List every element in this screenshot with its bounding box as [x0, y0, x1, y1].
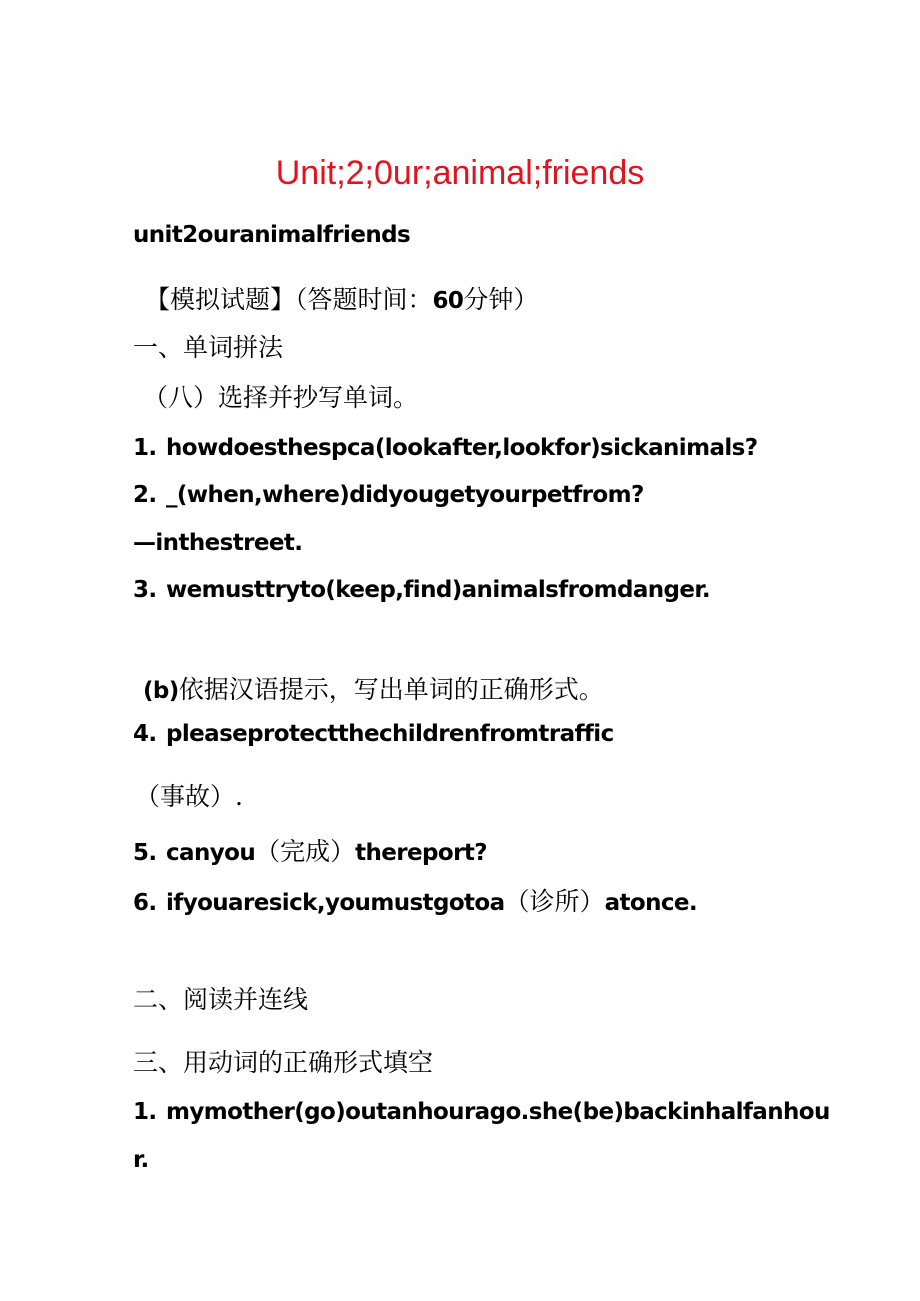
question-number: 2. [133, 482, 157, 508]
question-item [133, 721, 614, 747]
question-wrap-line: r. [133, 1147, 149, 1173]
question-continuation: （事故）. [135, 782, 243, 811]
chinese-hint: （完成） [255, 837, 356, 866]
document-subtitle: unit2ouranimalfriends [133, 222, 411, 248]
question-number: 6. [133, 890, 157, 916]
document-title: Unit;2;0ur;animal;friends [275, 154, 645, 192]
question-number: 4. [133, 721, 157, 747]
section1-heading: 一、单词拼法 [133, 333, 284, 362]
question-text: atonce. [604, 890, 698, 916]
answer-line: —inthestreet. [133, 530, 303, 556]
question-number: 1. [133, 435, 157, 461]
question-text: ifyouaresick,youmustgotoa [166, 890, 505, 916]
question-text: pleaseprotectthechildrenfromtraffic [166, 721, 614, 747]
exam-header [145, 280, 538, 316]
question-item [133, 882, 697, 918]
question-number: 3. [133, 577, 157, 603]
exam-header-suffix: 分钟） [463, 285, 539, 314]
partb-label: (b) [143, 678, 179, 704]
exam-header-prefix: 【模拟试题】（答题时间： [145, 285, 433, 314]
section3-heading: 三、用动词的正确形式填空 [133, 1048, 434, 1077]
question-text: howdoesthespca(lookafter,lookfor)sickanimals? [166, 435, 758, 461]
section1-partb-instruction [143, 670, 604, 706]
section2-heading: 二、阅读并连线 [133, 985, 309, 1014]
question-item [133, 435, 758, 461]
question-item [133, 832, 487, 868]
question-text: _(when,where)didyougetyourpetfrom? [166, 482, 644, 508]
question-text: thereport? [355, 840, 487, 866]
section1-parta-instruction: （八）选择并抄写单词。 [143, 383, 419, 412]
question-text: mymother(go)outanhourago.she(be)backinhalfanhou [166, 1099, 830, 1125]
partb-instruction-text: 依据汉语提示，写出单词的正确形式。 [178, 675, 604, 704]
exam-header-minutes: 60 [432, 288, 464, 314]
question-item [133, 577, 710, 603]
question-text: canyou [166, 840, 256, 866]
chinese-hint: （诊所） [504, 887, 605, 916]
question-number: 5. [133, 840, 157, 866]
question-number: 1. [133, 1099, 157, 1125]
question-item [133, 482, 644, 508]
question-item [133, 1099, 830, 1125]
question-text: wemusttryto(keep,find)animalsfromdanger. [166, 577, 711, 603]
